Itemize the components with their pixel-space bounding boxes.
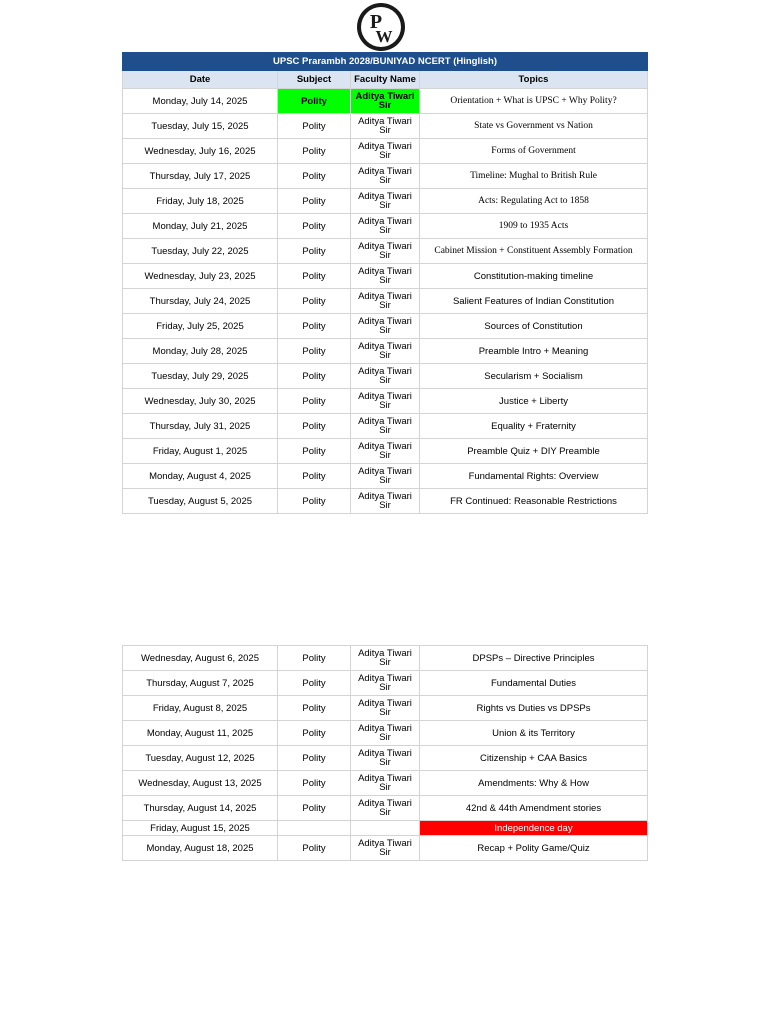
- faculty-title-line: Sir: [379, 500, 391, 511]
- date-cell: Wednesday, July 16, 2025: [123, 139, 278, 164]
- topic-cell: Amendments: Why & How: [420, 771, 648, 796]
- topic-cell: Timeline: Mughal to British Rule: [420, 164, 648, 189]
- faculty-title-line: Sir: [379, 325, 391, 336]
- date-cell: Wednesday, July 30, 2025: [123, 389, 278, 414]
- table-row: [123, 646, 648, 671]
- faculty-name-line: Aditya Tiwari: [358, 466, 412, 477]
- table-row: [123, 821, 648, 836]
- faculty-title-line: Sir: [379, 707, 391, 718]
- date-cell: Wednesday, July 23, 2025: [123, 264, 278, 289]
- faculty-title-line: Sir: [379, 757, 391, 768]
- faculty-name-line: Aditya Tiwari: [358, 773, 412, 784]
- date-cell: Monday, July 14, 2025: [123, 89, 278, 114]
- header-row: [123, 71, 648, 89]
- faculty-title-line: Sir: [379, 375, 391, 386]
- faculty-title-line: Sir: [379, 425, 391, 436]
- faculty-title-line: Sir: [379, 682, 391, 693]
- faculty-cell: [351, 239, 420, 264]
- date-cell: Friday, July 18, 2025: [123, 189, 278, 214]
- faculty-title-line: Sir: [379, 847, 391, 858]
- date-cell: Friday, August 15, 2025: [123, 821, 278, 836]
- topic-cell: Preamble Quiz + DIY Preamble: [420, 439, 648, 464]
- topic-cell: Orientation + What is UPSC + Why Polity?: [420, 89, 648, 114]
- topic-cell: Secularism + Socialism: [420, 364, 648, 389]
- date-cell: Thursday, July 17, 2025: [123, 164, 278, 189]
- faculty-title-line: Sir: [379, 225, 391, 236]
- faculty-title-line: Sir: [379, 657, 391, 668]
- faculty-cell: [351, 796, 420, 821]
- topic-cell: Forms of Government: [420, 139, 648, 164]
- faculty-title-line: Sir: [379, 125, 391, 136]
- faculty-name-line: Aditya Tiwari: [358, 491, 412, 502]
- faculty-title-line: Sir: [379, 150, 391, 161]
- subject-cell: Polity: [278, 289, 351, 314]
- faculty-name-line: Aditya Tiwari: [358, 366, 412, 377]
- faculty-title-line: Sir: [379, 250, 391, 261]
- faculty-cell: [351, 746, 420, 771]
- faculty-name-line: Aditya Tiwari: [358, 723, 412, 734]
- subject-cell: Polity: [278, 89, 351, 114]
- table-row: [123, 264, 648, 289]
- topic-cell: Union & its Territory: [420, 721, 648, 746]
- topic-cell: Acts: Regulating Act to 1858: [420, 189, 648, 214]
- subject-cell: Polity: [278, 696, 351, 721]
- schedule-table-2: [122, 645, 648, 861]
- subject-cell: Polity: [278, 671, 351, 696]
- subject-cell: Polity: [278, 139, 351, 164]
- subject-cell: Polity: [278, 721, 351, 746]
- subject-cell: Polity: [278, 339, 351, 364]
- table-row: [123, 239, 648, 264]
- table-row: [123, 836, 648, 861]
- faculty-cell: [351, 771, 420, 796]
- table-row: [123, 439, 648, 464]
- topic-cell: Justice + Liberty: [420, 389, 648, 414]
- schedule-title: UPSC Prarambh 2028/BUNIYAD NCERT (Hinglish): [123, 53, 648, 71]
- table-row: [123, 189, 648, 214]
- table-row: [123, 771, 648, 796]
- faculty-cell: [351, 414, 420, 439]
- date-cell: Wednesday, August 6, 2025: [123, 646, 278, 671]
- subject-cell: Polity: [278, 414, 351, 439]
- faculty-title-line: Sir: [379, 782, 391, 793]
- date-cell: Tuesday, August 5, 2025: [123, 489, 278, 514]
- topic-cell: Cabinet Mission + Constituent Assembly Formation: [420, 239, 648, 264]
- subject-cell: Polity: [278, 189, 351, 214]
- date-cell: Tuesday, July 22, 2025: [123, 239, 278, 264]
- faculty-name-line: Aditya Tiwari: [358, 166, 412, 177]
- faculty-name-line: Aditya Tiwari: [358, 441, 412, 452]
- subject-cell: [278, 821, 351, 836]
- faculty-cell: [351, 289, 420, 314]
- faculty-name-line: Aditya Tiwari: [358, 241, 412, 252]
- date-cell: Thursday, August 7, 2025: [123, 671, 278, 696]
- table-row: [123, 139, 648, 164]
- topic-cell: Fundamental Rights: Overview: [420, 464, 648, 489]
- faculty-cell: [351, 821, 420, 836]
- topic-cell: Citizenship + CAA Basics: [420, 746, 648, 771]
- date-cell: Thursday, July 31, 2025: [123, 414, 278, 439]
- faculty-cell: [351, 439, 420, 464]
- date-cell: Monday, August 4, 2025: [123, 464, 278, 489]
- topic-cell: Salient Features of Indian Constitution: [420, 289, 648, 314]
- faculty-cell: [351, 389, 420, 414]
- faculty-title-line: Sir: [379, 300, 391, 311]
- faculty-cell: [351, 114, 420, 139]
- table-row: [123, 796, 648, 821]
- faculty-title-line: Sir: [379, 732, 391, 743]
- date-cell: Monday, August 11, 2025: [123, 721, 278, 746]
- subject-cell: Polity: [278, 389, 351, 414]
- topic-cell: Independence day: [420, 821, 648, 836]
- header-subject: Subject: [278, 71, 351, 89]
- faculty-title-line: Sir: [379, 475, 391, 486]
- topic-cell: DPSPs – Directive Principles: [420, 646, 648, 671]
- date-cell: Tuesday, August 12, 2025: [123, 746, 278, 771]
- table-row: [123, 389, 648, 414]
- table-row: [123, 721, 648, 746]
- faculty-name-line: Aditya Tiwari: [358, 316, 412, 327]
- table-row: [123, 164, 648, 189]
- faculty-title-line: Sir: [379, 200, 391, 211]
- topic-cell: Rights vs Duties vs DPSPs: [420, 696, 648, 721]
- faculty-name-line: Aditya Tiwari: [358, 798, 412, 809]
- faculty-cell: [351, 89, 420, 114]
- table-row: [123, 314, 648, 339]
- svg-text:W: W: [375, 27, 393, 46]
- header-topics: Topics: [420, 71, 648, 89]
- faculty-title-line: Sir: [379, 807, 391, 818]
- subject-cell: Polity: [278, 796, 351, 821]
- table-row: [123, 89, 648, 114]
- faculty-cell: [351, 464, 420, 489]
- subject-cell: Polity: [278, 489, 351, 514]
- faculty-name-line: Aditya Tiwari: [358, 141, 412, 152]
- faculty-name-line: Aditya Tiwari: [355, 91, 415, 102]
- table-row: [123, 339, 648, 364]
- topic-cell: Recap + Polity Game/Quiz: [420, 836, 648, 861]
- subject-cell: Polity: [278, 364, 351, 389]
- faculty-name-line: Aditya Tiwari: [358, 341, 412, 352]
- topic-cell: FR Continued: Reasonable Restrictions: [420, 489, 648, 514]
- pw-logo: [356, 2, 406, 52]
- date-cell: Tuesday, July 15, 2025: [123, 114, 278, 139]
- schedule-table-1: [122, 52, 648, 514]
- subject-cell: Polity: [278, 239, 351, 264]
- table-row: [123, 464, 648, 489]
- faculty-cell: [351, 139, 420, 164]
- faculty-cell: [351, 314, 420, 339]
- faculty-name-line: Aditya Tiwari: [358, 416, 412, 427]
- faculty-cell: [351, 646, 420, 671]
- faculty-cell: [351, 364, 420, 389]
- topic-cell: 42nd & 44th Amendment stories: [420, 796, 648, 821]
- topic-cell: Sources of Constitution: [420, 314, 648, 339]
- subject-cell: Polity: [278, 836, 351, 861]
- subject-cell: Polity: [278, 646, 351, 671]
- topic-cell: Equality + Fraternity: [420, 414, 648, 439]
- table-row: [123, 214, 648, 239]
- faculty-title-line: Sir: [379, 400, 391, 411]
- table-row: [123, 746, 648, 771]
- date-cell: Friday, August 1, 2025: [123, 439, 278, 464]
- faculty-cell: [351, 671, 420, 696]
- table-row: [123, 414, 648, 439]
- date-cell: Friday, July 25, 2025: [123, 314, 278, 339]
- topic-cell: Preamble Intro + Meaning: [420, 339, 648, 364]
- date-cell: Tuesday, July 29, 2025: [123, 364, 278, 389]
- topic-cell: State vs Government vs Nation: [420, 114, 648, 139]
- faculty-name-line: Aditya Tiwari: [358, 391, 412, 402]
- svg-text:P: P: [369, 11, 383, 33]
- faculty-name-line: Aditya Tiwari: [358, 191, 412, 202]
- faculty-cell: [351, 721, 420, 746]
- faculty-cell: [351, 696, 420, 721]
- table-row: [123, 364, 648, 389]
- date-cell: Monday, August 18, 2025: [123, 836, 278, 861]
- faculty-title-line: Sir: [379, 350, 391, 361]
- subject-cell: Polity: [278, 214, 351, 239]
- topic-cell: Constitution-making timeline: [420, 264, 648, 289]
- header-faculty: Faculty Name: [351, 71, 420, 89]
- faculty-title-line: Sir: [379, 175, 391, 186]
- subject-cell: Polity: [278, 771, 351, 796]
- table-row: [123, 671, 648, 696]
- faculty-name-line: Aditya Tiwari: [358, 216, 412, 227]
- faculty-cell: [351, 489, 420, 514]
- table-row: [123, 489, 648, 514]
- subject-cell: Polity: [278, 164, 351, 189]
- faculty-cell: [351, 264, 420, 289]
- topic-cell: Fundamental Duties: [420, 671, 648, 696]
- faculty-name-line: Aditya Tiwari: [358, 698, 412, 709]
- date-cell: Friday, August 8, 2025: [123, 696, 278, 721]
- faculty-cell: [351, 836, 420, 861]
- table-row: [123, 114, 648, 139]
- subject-cell: Polity: [278, 439, 351, 464]
- faculty-cell: [351, 164, 420, 189]
- subject-cell: Polity: [278, 746, 351, 771]
- date-cell: Monday, July 28, 2025: [123, 339, 278, 364]
- date-cell: Wednesday, August 13, 2025: [123, 771, 278, 796]
- faculty-title-line: Sir: [378, 100, 392, 111]
- faculty-cell: [351, 339, 420, 364]
- date-cell: Thursday, July 24, 2025: [123, 289, 278, 314]
- subject-cell: Polity: [278, 264, 351, 289]
- date-cell: Monday, July 21, 2025: [123, 214, 278, 239]
- faculty-cell: [351, 189, 420, 214]
- subject-cell: Polity: [278, 114, 351, 139]
- subject-cell: Polity: [278, 464, 351, 489]
- faculty-name-line: Aditya Tiwari: [358, 748, 412, 759]
- faculty-name-line: Aditya Tiwari: [358, 266, 412, 277]
- faculty-name-line: Aditya Tiwari: [358, 838, 412, 849]
- faculty-title-line: Sir: [379, 450, 391, 461]
- faculty-name-line: Aditya Tiwari: [358, 116, 412, 127]
- header-date: Date: [123, 71, 278, 89]
- date-cell: Thursday, August 14, 2025: [123, 796, 278, 821]
- subject-cell: Polity: [278, 314, 351, 339]
- table-row: [123, 289, 648, 314]
- table-row: [123, 696, 648, 721]
- faculty-name-line: Aditya Tiwari: [358, 291, 412, 302]
- faculty-cell: [351, 214, 420, 239]
- faculty-title-line: Sir: [379, 275, 391, 286]
- faculty-name-line: Aditya Tiwari: [358, 673, 412, 684]
- faculty-name-line: Aditya Tiwari: [358, 648, 412, 659]
- topic-cell: 1909 to 1935 Acts: [420, 214, 648, 239]
